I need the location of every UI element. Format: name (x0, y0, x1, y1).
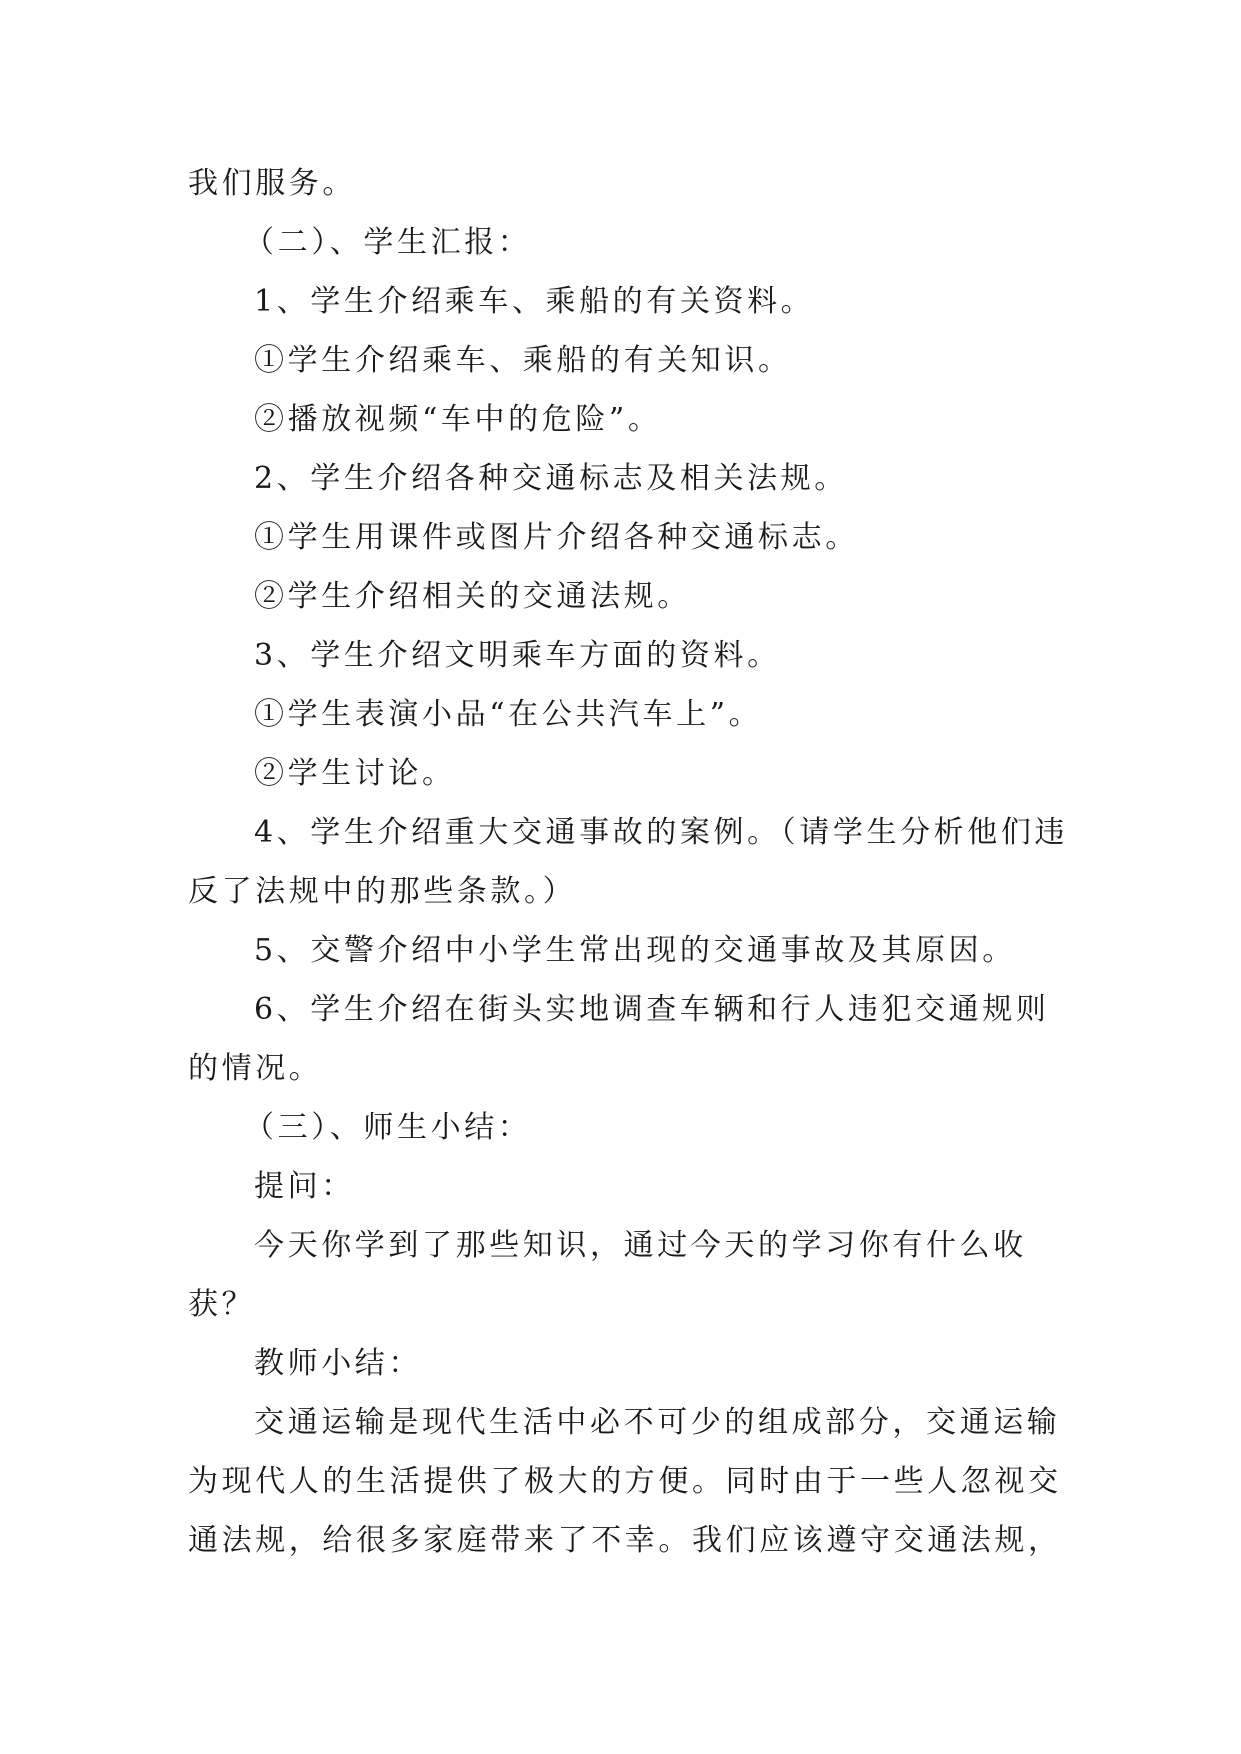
text-line: 提问： (254, 1169, 355, 1204)
text-line: ②播放视频“车中的危险”。 (254, 402, 662, 437)
text-line: 6、学生介绍在街头实地调查车辆和行人违犯交通规则 (254, 992, 1050, 1027)
text-line: 3、学生介绍文明乘车方面的资料。 (254, 638, 781, 673)
text-line: 今天你学到了那些知识，通过今天的学习你有什么收 (254, 1228, 1027, 1263)
text-line: ①学生表演小品“在公共汽车上”。 (254, 697, 763, 732)
text-line: 通法规，给很多家庭带来了不幸。我们应该遵守交通法规， (188, 1523, 1062, 1558)
text-line: 为现代人的生活提供了极大的方便。同时由于一些人忽视交 (188, 1464, 1062, 1499)
text-line: 1、学生介绍乘车、乘船的有关资料。 (254, 284, 815, 319)
text-line: ②学生介绍相关的交通法规。 (254, 579, 691, 614)
text-line: ①学生介绍乘车、乘船的有关知识。 (254, 343, 792, 378)
text-line: 我们服务。 (188, 166, 356, 201)
text-line: ①学生用课件或图片介绍各种交通标志。 (254, 520, 859, 555)
text-line: ②学生讨论。 (254, 756, 456, 791)
text-line: 交通运输是现代生活中必不可少的组成部分，交通运输 (254, 1405, 1061, 1440)
text-line: 获？ (188, 1287, 256, 1322)
section-heading: （三）、师生小结： (244, 1110, 532, 1145)
section-heading: （二）、学生汇报： (244, 225, 532, 260)
text-line: 2、学生介绍各种交通标志及相关法规。 (254, 461, 848, 496)
text-line: 4、学生介绍重大交通事故的案例。（请学生分析他们违 (254, 815, 1069, 850)
text-line: 5、交警介绍中小学生常出现的交通事故及其原因。 (254, 933, 1016, 968)
text-line: 反了法规中的那些条款。） (188, 874, 577, 909)
text-line: 教师小结： (254, 1346, 422, 1381)
text-line: 的情况。 (188, 1051, 323, 1086)
